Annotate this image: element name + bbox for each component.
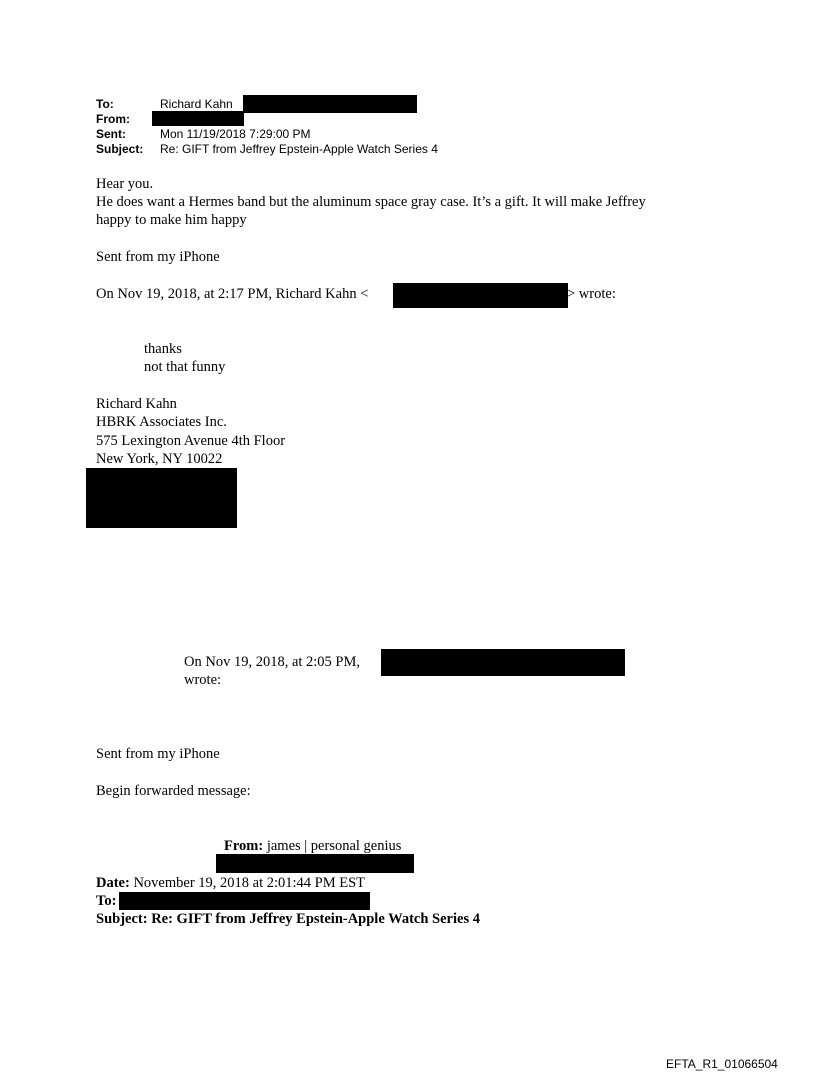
redaction-box (393, 283, 568, 308)
sent-label: Sent: (96, 127, 126, 141)
fwd-from-value: james | personal genius (266, 838, 402, 854)
body-line-1: Hear you. (96, 176, 154, 192)
to-label: To: (96, 97, 114, 111)
fwd-from-label: From: (224, 838, 264, 854)
quote-intro-wrote: > wrote: (567, 286, 616, 302)
document-id: EFTA_R1_01066504 (666, 1057, 778, 1071)
quote-intro (96, 285, 368, 303)
fwd-subject-label: Subject: (96, 911, 148, 927)
fwd-date-line (96, 874, 365, 892)
fwd-subject-value: Re: GIFT from Jeffrey Epstein-Apple Watch Series 4 (151, 911, 480, 927)
nested-wrote: wrote: (184, 672, 222, 688)
redaction-box (243, 95, 417, 113)
forwarded-message-label: Begin forwarded message: (96, 783, 251, 799)
signature-address: 575 Lexington Avenue 4th Floor (96, 433, 286, 449)
nested-sent-from: Sent from my iPhone (96, 746, 220, 762)
quote-not-funny: not that funny (144, 359, 226, 375)
redaction-box (152, 111, 244, 126)
fwd-to-label: To: (96, 893, 117, 909)
fwd-from-line (224, 837, 401, 855)
redaction-box (381, 649, 625, 676)
sent-value: Mon 11/19/2018 7:29:00 PM (160, 127, 311, 141)
signature-city: New York, NY 10022 (96, 451, 223, 467)
fwd-subject-line (96, 910, 480, 928)
fwd-date-label: Date: (96, 875, 130, 891)
to-value: Richard Kahn (160, 97, 233, 111)
fwd-date-value: November 19, 2018 at 2:01:44 PM EST (133, 875, 366, 891)
quote-thanks: thanks (144, 341, 182, 357)
redaction-box (216, 854, 414, 873)
fwd-to-line (96, 892, 116, 910)
redaction-box (86, 468, 237, 528)
subject-value: Re: GIFT from Jeffrey Epstein-Apple Watch Series 4 (160, 142, 438, 156)
body-line-2: He does want a Hermes band but the aluminum space gray case. It’s a gift. It will make Jeffrey (96, 194, 646, 210)
nested-intro: On Nov 19, 2018, at 2:05 PM, (184, 654, 361, 670)
quote-intro-text: On Nov 19, 2018, at 2:17 PM, Richard Kahn < (96, 286, 369, 302)
sent-from-iphone: Sent from my iPhone (96, 249, 220, 265)
from-label: From: (96, 112, 130, 126)
signature-name: Richard Kahn (96, 396, 177, 412)
body-line-3: happy to make him happy (96, 212, 247, 228)
subject-label: Subject: (96, 142, 144, 156)
redaction-box (119, 892, 370, 910)
signature-company: HBRK Associates Inc. (96, 414, 227, 430)
